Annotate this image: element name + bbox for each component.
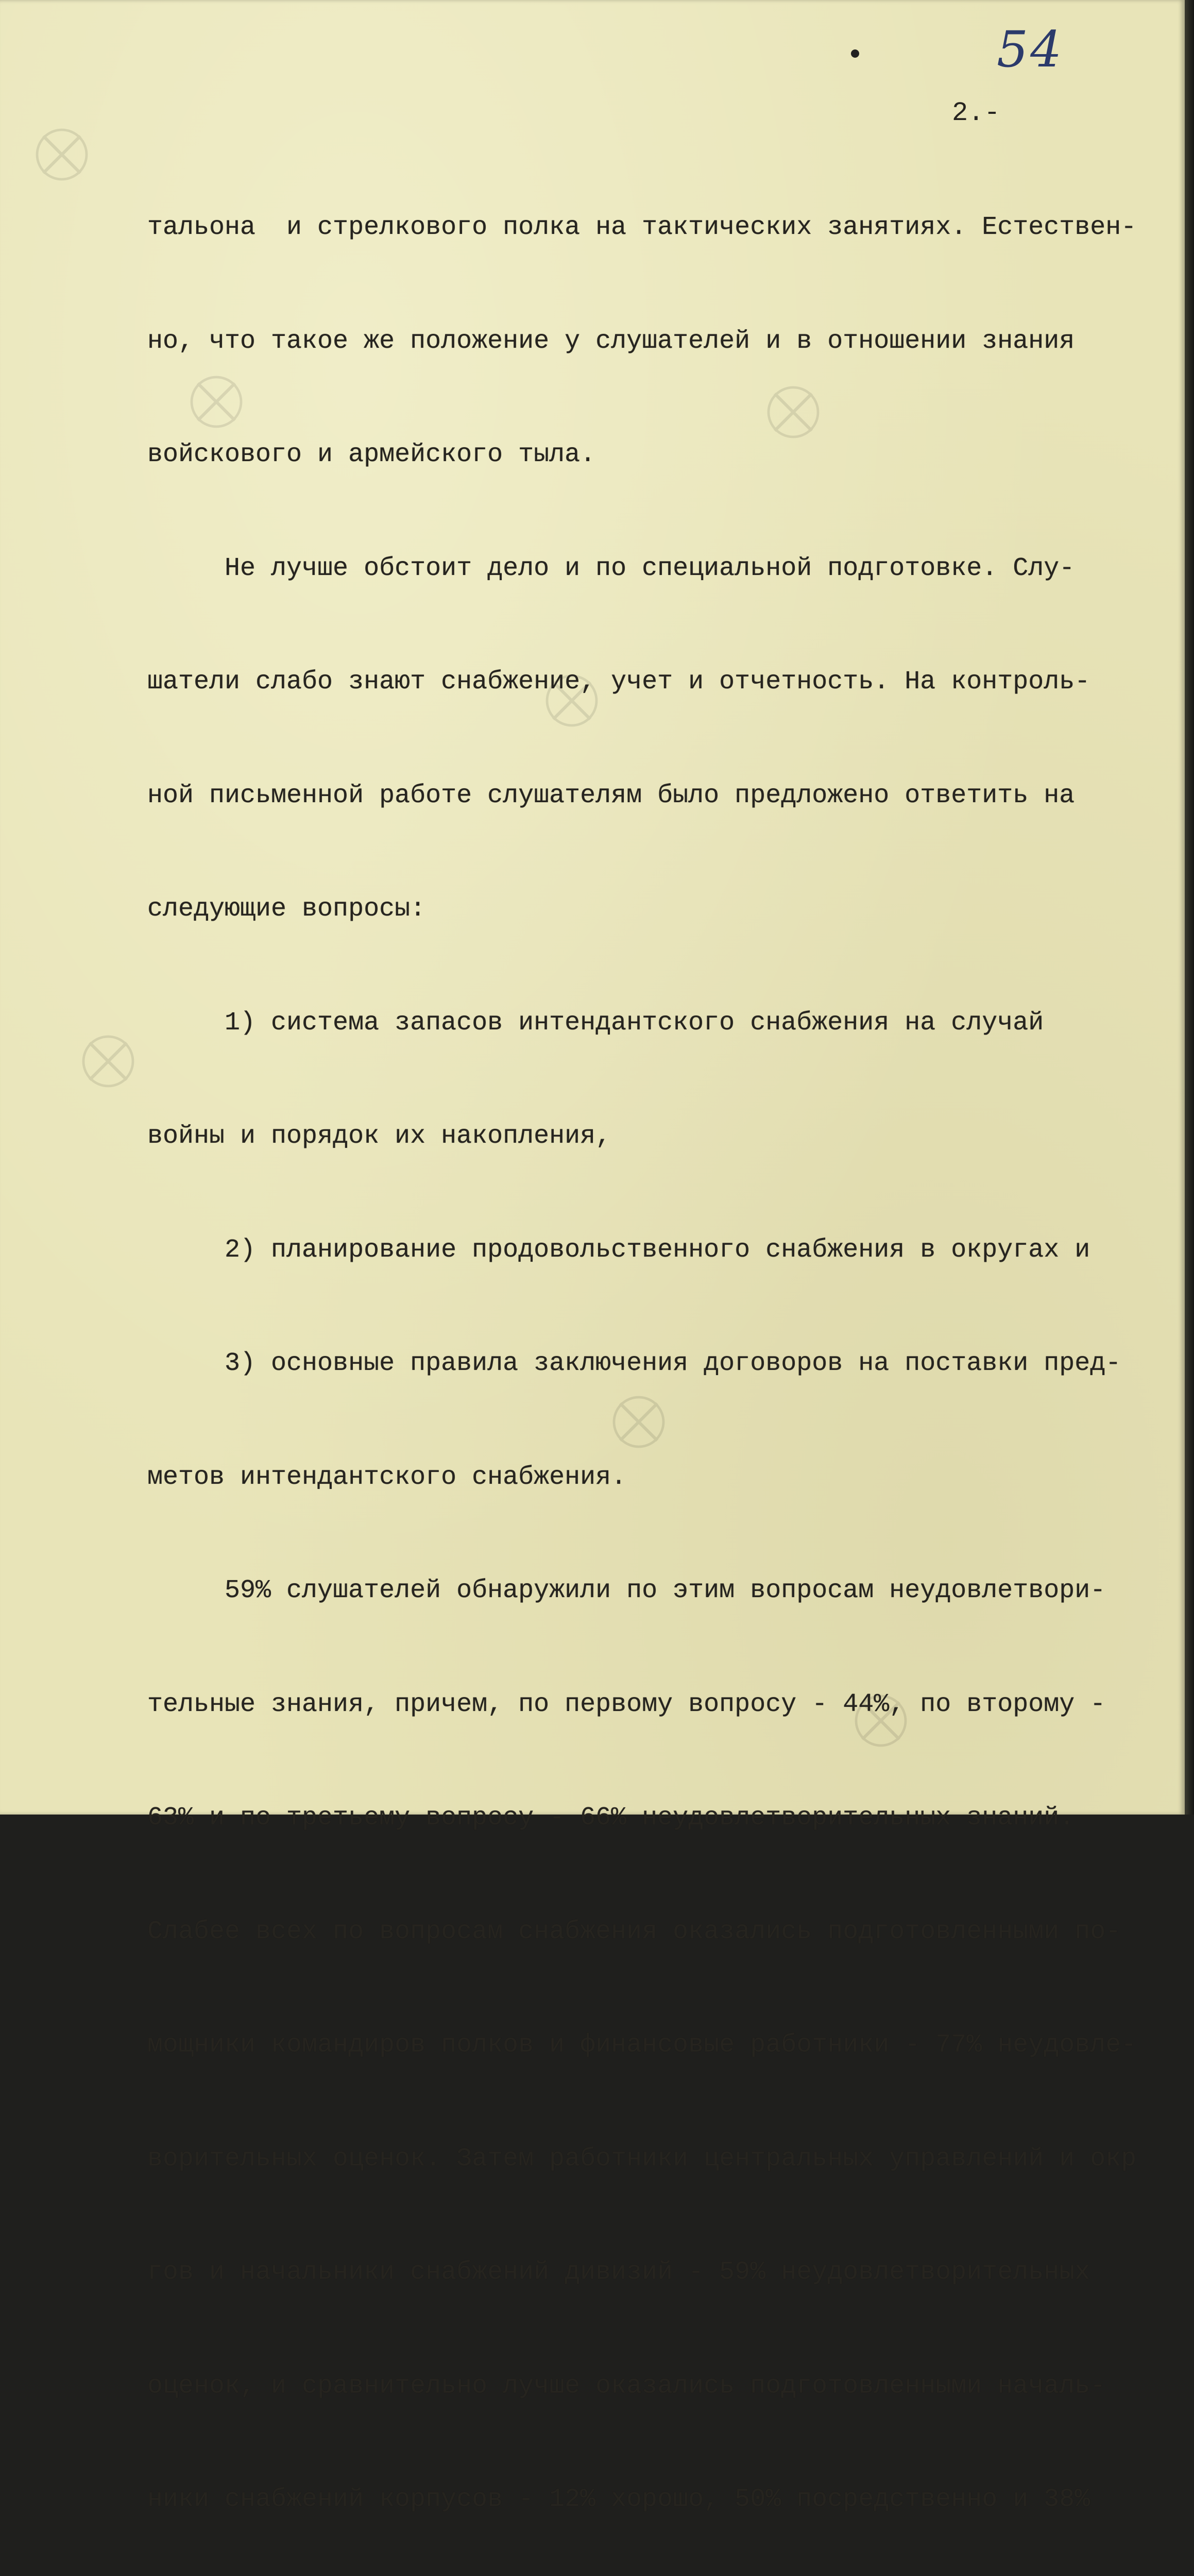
text-line: 59% слушателей обнаружили по этим вопросам неудовлетвори- (147, 1576, 1106, 1605)
text-line: 3) основные правила заключения договоров на поставки пред- (147, 1349, 1121, 1378)
text-line: оценок, и сравнительно лучше оказались подготовленными началь- (147, 2371, 1106, 2401)
text-line: войны и порядок их накопления, (147, 1122, 611, 1151)
text-line: мощники командиров полков и финансовые работники - 77% неудовле- (147, 2030, 1137, 2060)
text-line: но, что такое же положение у слушателей и в отношении знания (147, 326, 1075, 356)
text-line: ной письменной работе слушателям было предложено ответить на (147, 781, 1075, 810)
text-line: тальона и стрелкового полка на тактических занятиях. Естествен- (147, 213, 1137, 242)
text-line: 2) планирование продовольственного снабжения в округах и (147, 1235, 1090, 1265)
text-line: гов и начальники снабжений дивизий - 59% неудовлетворительных (147, 2258, 1090, 2287)
text-line: тельные знания, причем, по первому вопросу - 44%, по второму - (147, 1689, 1106, 1719)
scan-edge (1185, 0, 1194, 1815)
text-line: Не лучше обстоит дело и по специальной подготовке. Слу- (147, 553, 1075, 583)
typewritten-body (147, 133, 1157, 2576)
text-line: войскового и армейского тыла. (147, 440, 596, 469)
text-line: следующие вопросы: (147, 894, 426, 924)
text-line: Слабее всех по вопросам снабжения оказались подготовленными по- (147, 1917, 1121, 1946)
text-line: шатели слабо знают снабжение, учет и отчетность. На контроль- (147, 667, 1090, 697)
watermark-emblem-icon (77, 1030, 139, 1092)
ink-dot (851, 49, 859, 58)
text-line: ники снабжений корпусов - 12% хорошо, 50% посредственно и 38% (147, 2485, 1090, 2514)
text-line: 63% и по третьему вопросу - 66% неудовлетворительных знаний. (147, 1803, 1075, 1833)
folio-number: 54 (997, 21, 1064, 78)
text-line: 1) система запасов интендантского снабжения на случай (147, 1008, 1044, 1038)
page-number: 2.- (952, 98, 1000, 128)
watermark-emblem-icon (31, 124, 93, 185)
text-line: ворительных оценок. Затем работники центральных управлений и окр (147, 2144, 1137, 2174)
text-line: метов интендантского снабжения. (147, 1462, 627, 1492)
